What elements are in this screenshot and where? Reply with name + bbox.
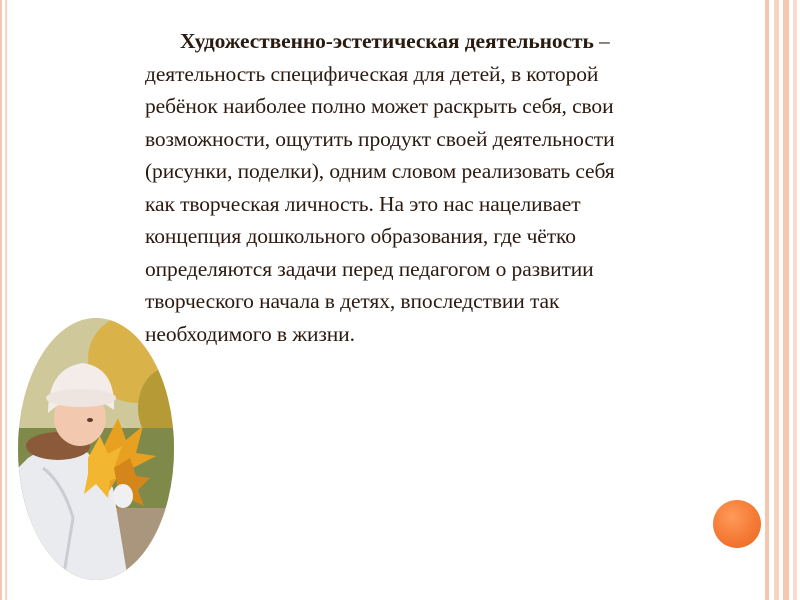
left-border-stripe: [0, 0, 2, 600]
paragraph-bold-lead: Художественно-эстетическая деятельность: [180, 29, 594, 53]
right-border-stripe: [774, 0, 779, 600]
paragraph-line: (рисунки, поделки), одним словом реализовать себя: [145, 159, 615, 183]
decorative-orange-circle: [713, 500, 761, 548]
body-paragraph: [145, 25, 745, 350]
paragraph-dash: –: [593, 29, 610, 53]
right-border-stripe: [793, 0, 797, 600]
paragraph-line: необходимого в жизни.: [145, 321, 355, 346]
paragraph-line: концепция дошкольного образования, где чётко: [145, 224, 576, 248]
paragraph-line-1: [145, 25, 745, 58]
paragraph-line: определяются задачи перед педагогом о развитии: [145, 256, 594, 281]
paragraph-line: творческого начала в детях, впоследствии так: [145, 289, 560, 313]
paragraph-line: как творческая личность. На это нас нацеливает: [145, 191, 581, 216]
right-border-stripe: [765, 0, 769, 600]
right-border-stripe: [783, 0, 789, 600]
paragraph-line: деятельность специфическая для детей, в которой: [145, 61, 599, 86]
left-border-stripe-inner: [5, 0, 7, 600]
paragraph-line: возможности, ощутить продукт своей деятельности: [145, 126, 615, 151]
child-with-autumn-leaves-photo: [18, 318, 174, 580]
paragraph-line: ребёнок наиболее полно может раскрыть себя, свои: [145, 94, 614, 118]
